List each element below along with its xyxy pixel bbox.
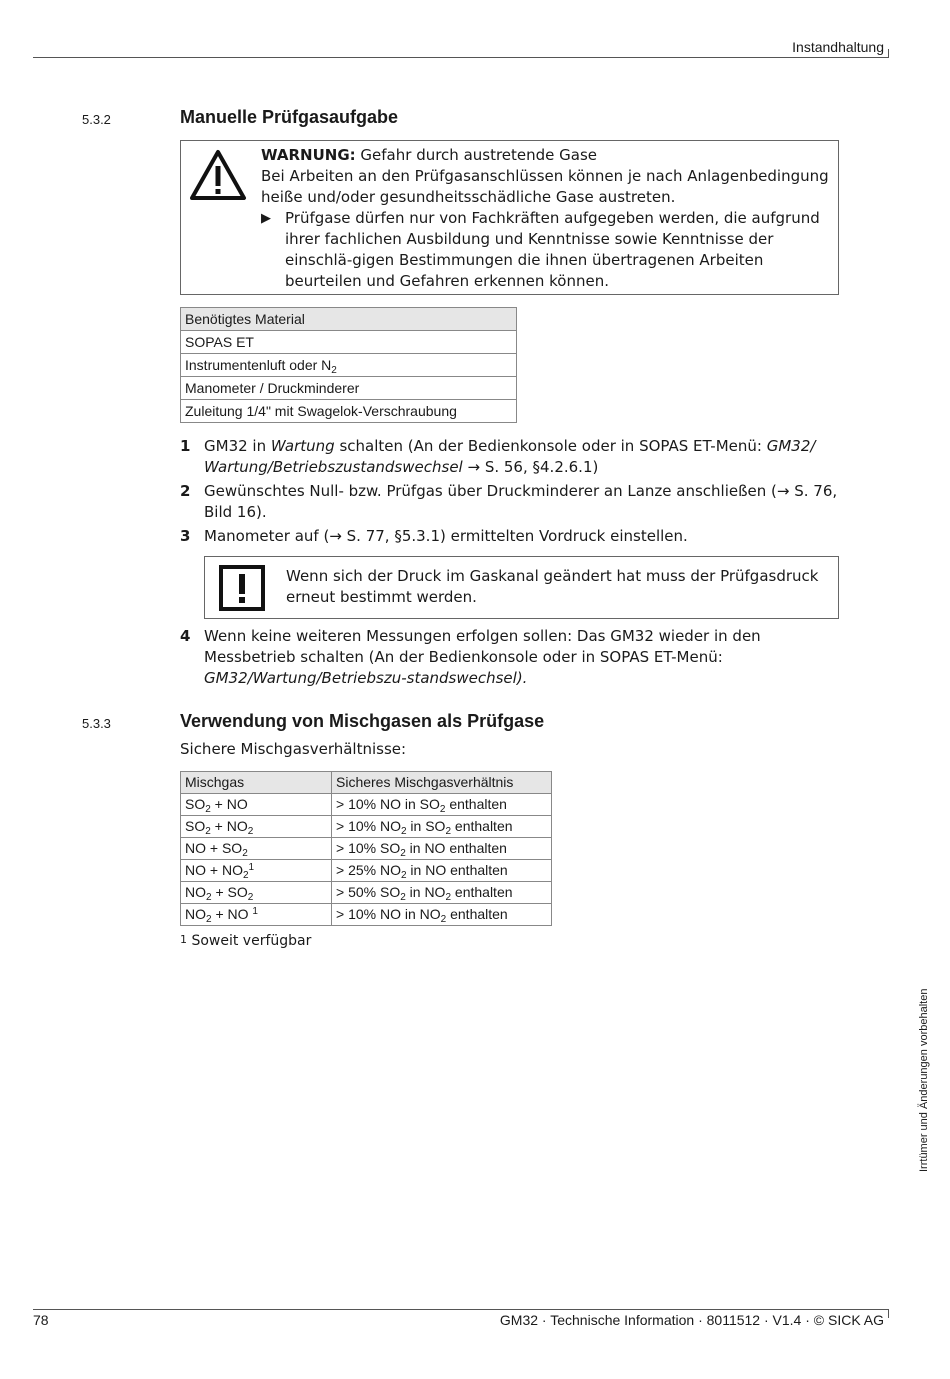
warning-triangle-icon [189,149,247,201]
step-text-italic: Wartung [270,437,335,455]
material-row [181,354,517,377]
warning-label: WARNUNG: [261,146,356,164]
step-3 [180,526,840,547]
footnote-text: Soweit verfügbar [191,933,312,949]
table-cell: > 10% NO in $NO_2$ enthalten [332,904,552,926]
step-text-part: GM32 in [204,437,271,455]
table-row [181,794,552,816]
table-cell: > 25% $NO_2$ in NO enthalten [332,860,552,882]
running-head: Instandhaltung [792,39,884,55]
warning-heading [261,145,836,166]
note-text: Wenn sich der Druck im Gaskanal geändert hat muss der Prüfgasdruck erneut bestimmt werden. [286,567,819,606]
step-text: Manometer auf (→ S. 77, §5.3.1) ermittelten Vordruck einstellen. [204,527,688,545]
warning-bullet [261,208,836,292]
footer-doc-info: GM32 · Technische Information · 8011512 · V1.4 · © SICK AG [499,1312,884,1328]
table-footnote [180,933,311,949]
header-corner [888,49,889,57]
table-header: Sicheres Mischgasverhältnis [332,772,552,794]
table-cell: $SO_2 + NO_2$ [181,816,332,838]
step-number: 2 [180,482,191,500]
table-cell: $SO_2$ + NO [181,794,332,816]
step-number: 3 [180,527,191,545]
warning-headline: Gefahr durch austretende Gase [360,146,598,164]
table-cell: $NO_2$ + NO $^1$ [181,904,332,926]
step-text-part: schalten (An der Bedienkonsole oder in SOPAS ET-Menü: [334,437,767,455]
page-number: 78 [33,1312,49,1328]
material-row: Manometer / Druckminderer [181,377,517,400]
step-text: Gewünschtes Null- bzw. Prüfgas über Druckminderer an Lanze anschließen (→ S. 76, Bild 16). [204,482,838,521]
warning-text: Bei Arbeiten an den Prüfgasanschlüssen können je nach Anlagenbedingung heiße und/oder gesundheitsschädliche Gase austreten. [261,167,829,206]
side-note: Irrtümer und Änderungen vorbehalten [918,988,930,1172]
material-row: SOPAS ET [181,331,517,354]
step-number: 1 [180,437,191,455]
step-text [204,626,840,689]
section-intro: Sichere Mischgasverhältnisse: [180,740,407,758]
step-2 [180,481,840,523]
step-text-italic: GM32/Wartung/Betriebszu-standswechsel). [204,669,528,687]
warning-box [180,140,839,295]
table-row [181,882,552,904]
important-exclamation-icon [219,565,265,611]
step-1 [180,436,840,478]
table-row [181,860,552,882]
footer-rule [33,1309,889,1310]
section-number: 5.3.2 [82,112,111,127]
step-text-italic: GM32/ Wartung/Betriebszustandswechsel [204,437,816,476]
table-cell: NO + $SO_2$ [181,838,332,860]
table-row [181,904,552,926]
section-title: Manuelle Prüfgasaufgabe [180,107,399,127]
material-row: Zuleitung 1/4" mit Swagelok-Verschraubung [181,400,517,423]
table-cell: > 10% $NO_2$ in $SO_2$ enthalten [332,816,552,838]
step-number: 4 [180,627,191,645]
table-row [181,838,552,860]
step-text [204,436,840,478]
table-cell: $NO_2 + SO_2$ [181,882,332,904]
header-rule [33,57,889,58]
table-row [181,816,552,838]
section-title: Verwendung von Mischgasen als Prüfgase [180,711,545,731]
warning-bullet-text: Prüfgase dürfen nur von Fachkräften aufgegeben werden, die aufgrund ihrer fachlichen Ausbildung und Kenntnisse sowie Kenntnisse der einschlä-gigen Bestimmungen die ihnen übertragenen Arbeiten beurteilen und Gefahren erkennen können. [285,209,820,290]
mix-gas-table [180,771,552,926]
step-text-part: → S. 56, §4.2.6.1) [462,458,599,476]
footnote-mark: 1 [180,933,187,946]
note-box [204,556,839,619]
warning-content [261,145,836,292]
step-4 [180,626,840,689]
material-table-header: Benötigtes Material [181,308,517,331]
table-cell: NO + $NO_2^1$ [181,860,332,882]
table-cell: > 50% $SO_2$ in $NO_2$ enthalten [332,882,552,904]
bullet-arrow-icon: ▶ [261,211,271,226]
step-text-part: Wenn keine weiteren Messungen erfolgen sollen: Das GM32 wieder in den Messbetrieb schalten (An der Bedienkonsole oder in SOPAS ET-Menü: [204,627,761,666]
material-table [180,307,517,423]
table-cell: > 10% $SO_2$ in NO enthalten [332,838,552,860]
subscript: 2 [331,365,337,376]
table-cell: > 10% NO in $SO_2$ enthalten [332,794,552,816]
footer-corner [888,1310,889,1318]
section-number: 5.3.3 [82,716,111,731]
table-header: Mischgas [181,772,332,794]
material-row-text: Instrumentenluft oder N [185,357,332,373]
